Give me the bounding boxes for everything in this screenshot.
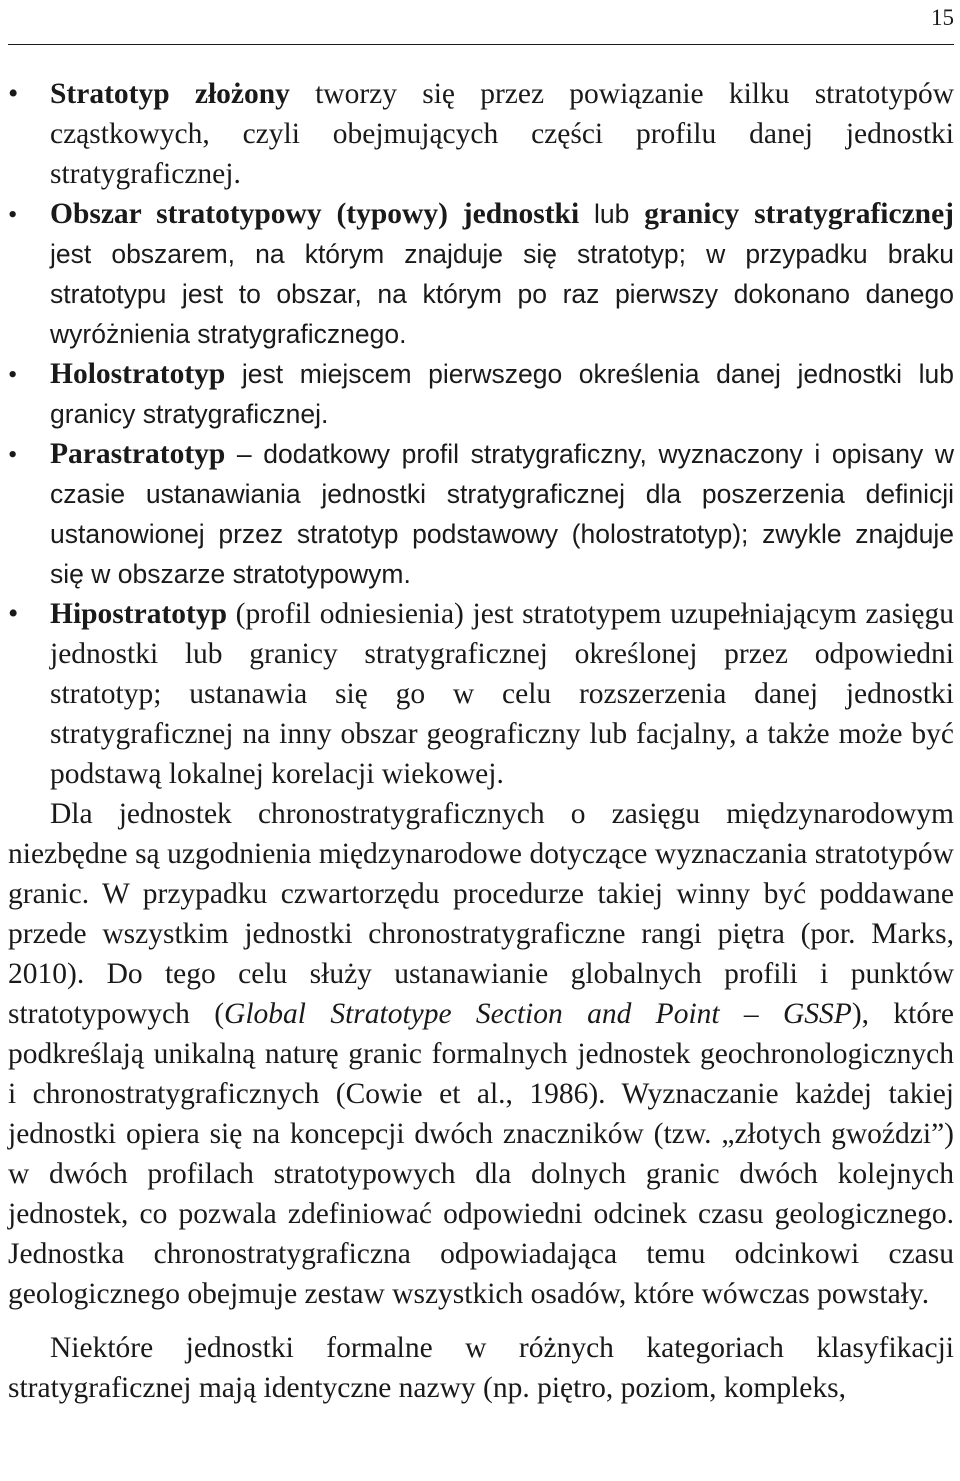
paragraph-text: Dla jednostek chronostratygraficznych o zasięgu międzynarodowym niezbędne są uzgodnienia międzynarodowe dotyczące wyznaczania stratotypów granic. W przypadku czwartorzędu procedurze takiej winny być poddawane przede wszystkim jednostki chronostratygraficzne rangi piętra (por. Marks, 2010). Do tego celu służy ustanawianie globalnych profili i punktów stratotypowych ( [8, 798, 954, 1030]
paragraph-text: Niektóre jednostki formalne w różnych kategoriach klasyfikacji stratygraficznej mają identyczne nazwy (np. piętro, poziom, kompleks, [8, 1332, 954, 1404]
term-hipostratotyp: Hipostratotyp [50, 598, 227, 630]
term-stratotyp-zlozony: Stratotyp złożony [50, 78, 290, 110]
list-item-parastratotyp [8, 434, 954, 594]
term-obszar-stratotypowy: Obszar stratotypowy (typowy) jednostki [50, 198, 580, 230]
list-item-stratotyp-zlozony [8, 74, 954, 194]
bullet-icon: • [8, 359, 18, 389]
page-header [0, 0, 960, 46]
term-granicy-stratygraficznej: granicy stratygraficznej [644, 198, 955, 230]
definition-text: (profil odniesienia) jest stratotypem uzupełniającym zasięgu jednostki lub granicy stratygraficznej określonej przez odpowiedni stratotyp; ustanawia się go w celu rozszerzenia danej jednostki stratygraficznej na inny obszar geograficzny lub facjalny, a także może być podstawą lokalnej korelacji wiekowej. [50, 598, 954, 790]
bullet-icon: • [8, 598, 19, 630]
page-body [8, 74, 954, 1408]
page-number: 15 [931, 5, 954, 30]
paragraph-text: ), które podkreślają unikalną naturę granic formalnych jednostek geochronologicznych i chronostratygraficznych (Cowie et al., 1986). Wyznaczanie każdej takiej jednostki opiera się na koncepcji dwóch znaczników (tzw. „złotych gwoździ”) w dwóch profilach stratotypowych dla dolnych granic dwóch kolejnych jednostek, co pozwala zdefiniować odpowiedni odcinek czasu geologicznego. Jednostka chronostratygraficzna odpowiadająca temu odcinkowi czasu geologicznego obejmuje zestaw wszystkich osadów, które wówczas powstały. [8, 998, 954, 1310]
italic-term-gssp: Global Stratotype Section and Point – GSSP [224, 998, 852, 1030]
definition-text: tworzy się przez powiązanie kilku stratotypów cząstkowych, czyli obejmujących części profilu danej jednostki stratygraficznej. [50, 78, 954, 190]
definition-text: jest obszarem, na którym znajduje się stratotyp; w przypadku braku stratotypu jest to obszar, na którym po raz pierwszy dokonano danego wyróżnienia stratygraficznego. [50, 239, 954, 349]
term-parastratotyp: Parastratotyp [50, 438, 226, 470]
bullet-icon: • [8, 199, 18, 229]
list-item-holostratotyp [8, 354, 954, 434]
definition-text: jest miejscem pierwszego określenia danej jednostki lub granicy stratygraficznej. [50, 359, 954, 429]
connector-text: lub [579, 199, 645, 229]
term-holostratotyp: Holostratotyp [50, 358, 226, 390]
definition-list [8, 74, 954, 794]
paragraph-spacer [8, 1314, 954, 1328]
definition-text: – dodatkowy profil stratygraficzny, wyznaczony i opisany w czasie ustanawiania jednostki stratygraficznej dla poszerzenia definicji ustanowionej przez stratotyp podstawowy (holostratotyp); zwykle znajduje się w obszarze stratotypowym. [50, 439, 954, 589]
body-paragraph-names [8, 1328, 954, 1408]
body-paragraph-gssp [8, 794, 954, 1314]
bullet-icon: • [8, 439, 18, 469]
bullet-icon: • [8, 78, 19, 110]
header-rule [8, 44, 954, 45]
list-item-hipostratotyp [8, 594, 954, 794]
list-item-obszar-stratotypowy [8, 194, 954, 354]
